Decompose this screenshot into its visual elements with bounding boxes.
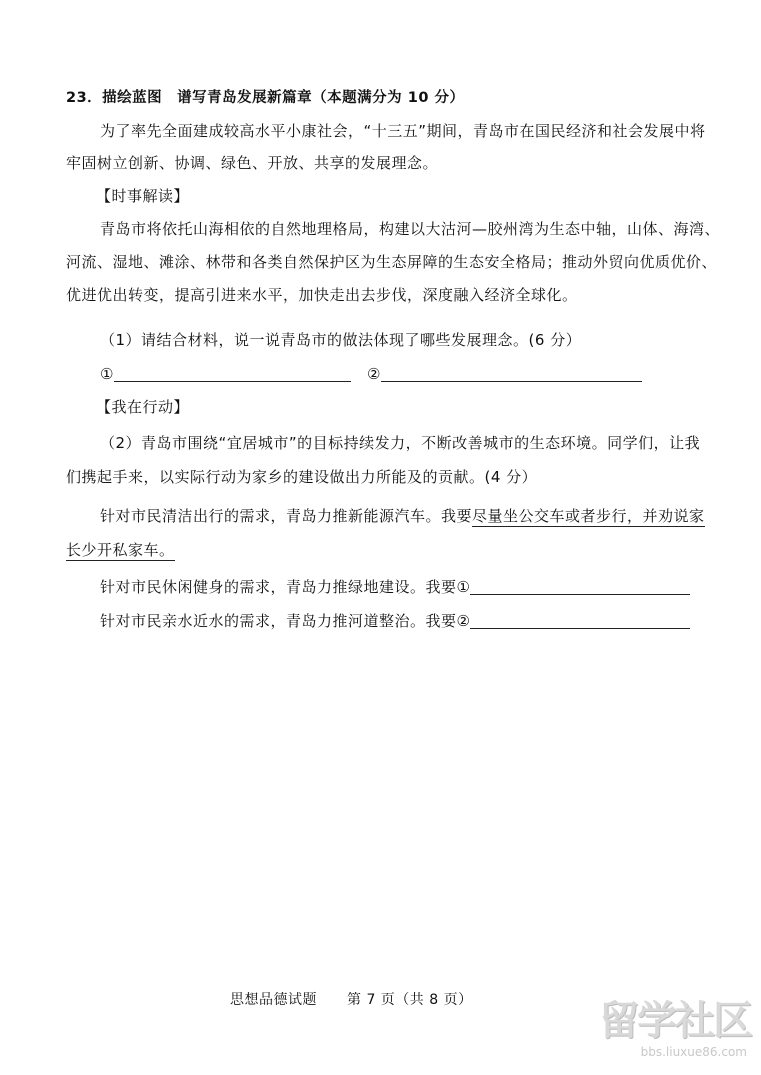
intro-line-2: 牢固树立创新、协调、绿色、开放、共享的发展理念。 bbox=[66, 154, 439, 172]
task-1-mark: ① bbox=[456, 578, 471, 596]
footer-page-info: 第 7 页（共 8 页） bbox=[347, 992, 473, 1008]
example-prefix: 针对市民清洁出行的需求，青岛力推新能源汽车。我要 bbox=[100, 507, 473, 525]
material-line-1: 青岛市将依托山海相依的自然地理格局，构建以大沽河—胶州湾为生态中轴，山体、海湾、 bbox=[100, 220, 721, 238]
section-heading-current-affairs: 【时事解读】 bbox=[96, 187, 190, 205]
section-heading-action: 【我在行动】 bbox=[96, 398, 190, 416]
question-1-answer-row bbox=[100, 364, 642, 384]
answer-blank-2[interactable] bbox=[381, 365, 642, 382]
task-2-mark: ② bbox=[456, 612, 471, 630]
task-line-2 bbox=[100, 611, 690, 631]
example-answer-part-1: 尽量坐公交车或者步行，并劝说家 bbox=[472, 507, 705, 525]
question-2-line-1: （2）青岛市围绕“宜居城市”的目标持续发力，不断改善城市的生态环境。同学们，让我 bbox=[100, 434, 701, 452]
example-answer-part-2: 长少开私家车。 bbox=[66, 541, 175, 559]
page-footer bbox=[230, 991, 473, 1009]
example-line-1 bbox=[100, 506, 705, 526]
footer-subject: 思想品德试题 bbox=[230, 992, 317, 1008]
site-watermark bbox=[581, 997, 751, 1067]
example-line-2 bbox=[66, 540, 175, 560]
task-line-1 bbox=[100, 577, 690, 597]
watermark-url: bbs.liuxue86.com bbox=[640, 1045, 747, 1059]
material-line-2: 河流、湿地、滩涂、林带和各类自然保护区为生态屏障的生态安全格局；推动外贸向优质优价、 bbox=[66, 253, 718, 271]
answer-mark-1: ① bbox=[100, 365, 114, 383]
question-title: 23．描绘蓝图 谱写青岛发展新篇章（本题满分为 10 分） bbox=[66, 90, 465, 106]
question-1-prompt: （1）请结合材料，说一说青岛市的做法体现了哪些发展理念。(6 分） bbox=[100, 331, 582, 349]
task-2-prefix: 针对市民亲水近水的需求，青岛力推河道整治。我要 bbox=[100, 612, 457, 630]
material-line-3: 优进优出转变，提高引进来水平，加快走出去步伐，深度融入经济全球化。 bbox=[66, 286, 578, 304]
task-2-answer-blank[interactable] bbox=[470, 612, 690, 629]
task-1-answer-blank[interactable] bbox=[470, 578, 690, 595]
watermark-logo-text: 留学社区 bbox=[599, 998, 751, 1044]
intro-line-1: 为了率先全面建成较高水平小康社会，“十三五”期间，青岛市在国民经济和社会发展中将 bbox=[100, 122, 706, 140]
answer-blank-1[interactable] bbox=[114, 365, 351, 382]
question-2-line-2: 们携起手来，以实际行动为家乡的建设做出力所能及的贡献。(4 分） bbox=[66, 468, 538, 486]
task-1-prefix: 针对市民休闲健身的需求，青岛力推绿地建设。我要 bbox=[100, 578, 457, 596]
answer-mark-2: ② bbox=[366, 365, 381, 383]
